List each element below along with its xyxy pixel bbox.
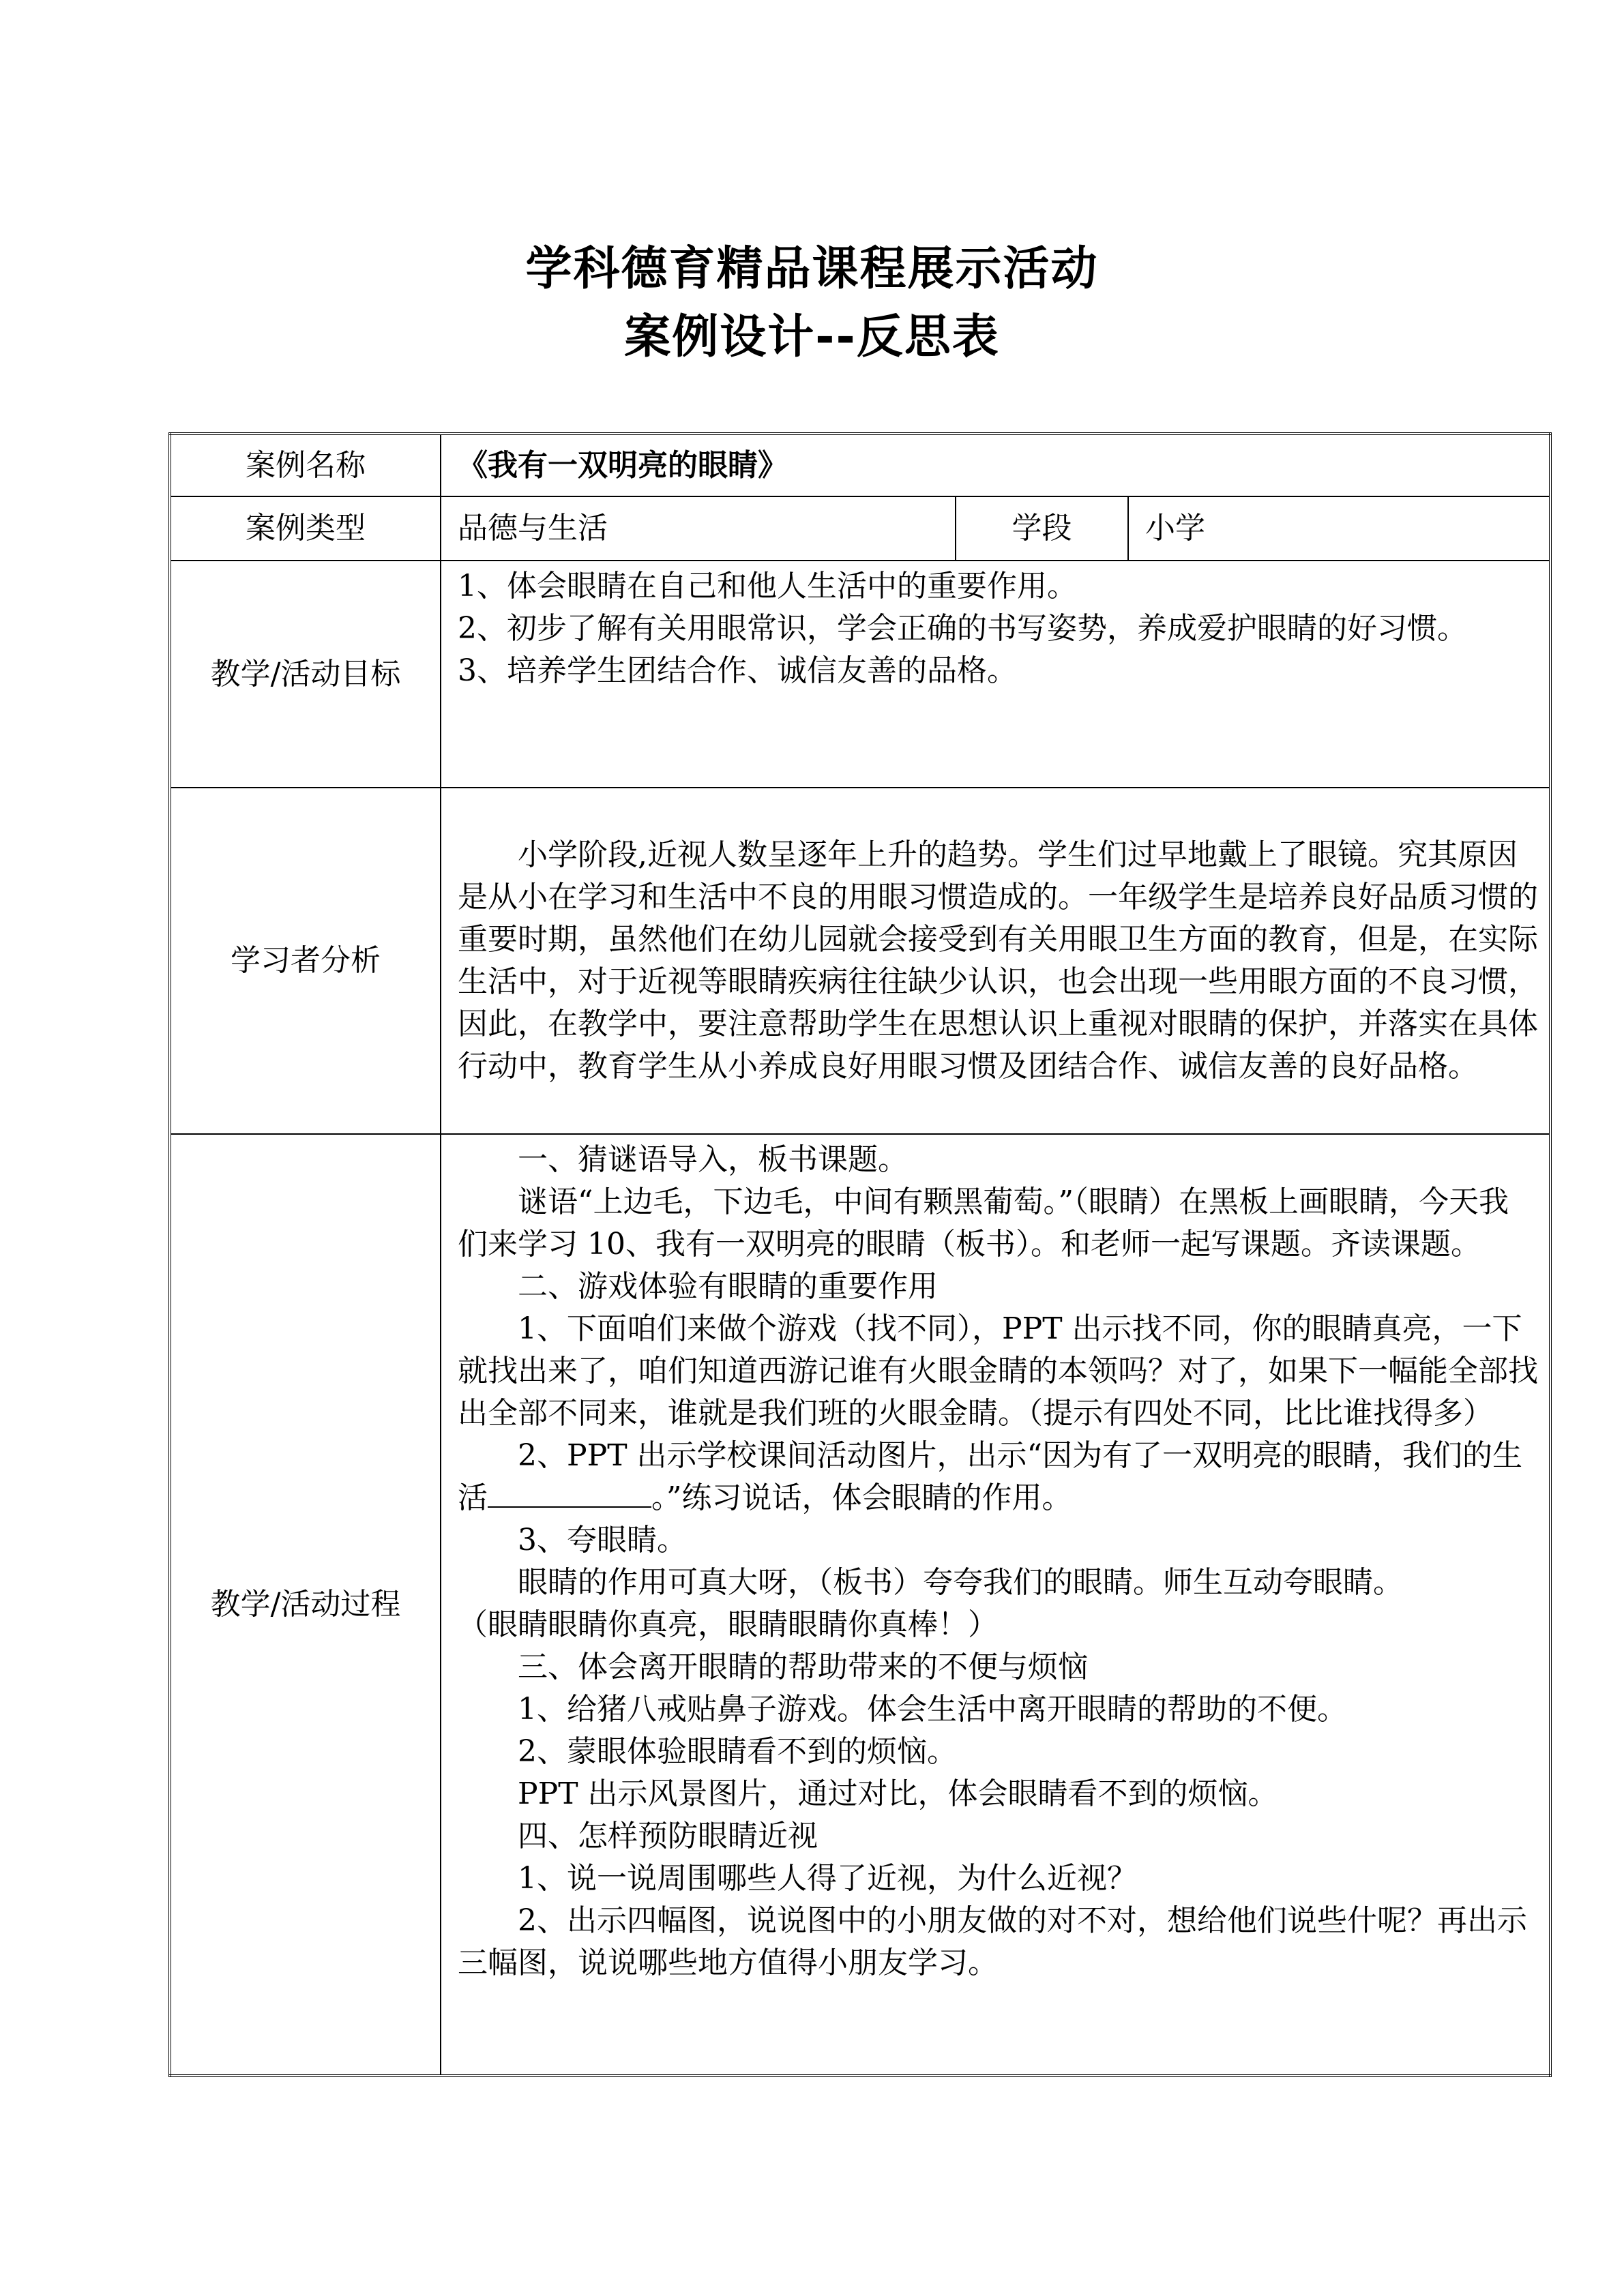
case-design-table	[168, 432, 1552, 2077]
process-heading: 四、怎样预防眼睛近视	[518, 1819, 818, 1853]
title-line-1: 学科德育精品课程展示活动	[525, 242, 1099, 296]
process-heading: 二、游戏体验有眼睛的重要作用	[518, 1269, 938, 1304]
process-heading: 三、体会离开眼睛的帮助带来的不便与烦恼	[518, 1650, 1088, 1684]
fill-in-blank	[488, 1479, 651, 1508]
row-learner-analysis	[170, 788, 1550, 1134]
process-content	[441, 1134, 1550, 2076]
process-paragraph: 2、蒙眼体验眼睛看不到的烦恼。	[518, 1734, 957, 1769]
title-line-2: 案例设计--反思表	[624, 310, 1000, 364]
process-paragraph	[458, 1435, 1538, 1519]
document-title	[0, 235, 1624, 372]
process-paragraph: 眼睛的作用可真大呀，（板书）夸夸我们的眼睛。师生互动夸眼睛。	[518, 1565, 1403, 1600]
process-paragraph: PPT 出示风景图片，通过对比，体会眼睛看不到的烦恼。	[518, 1776, 1278, 1811]
process-text: 。”练习说话，体会眼睛的作用。	[651, 1480, 1072, 1515]
row-goals	[170, 561, 1550, 788]
learner-analysis-text: 小学阶段,近视人数呈逐年上升的趋势。学生们过早地戴上了眼镜。究其原因是从小在学习和生活中不良的用眼习惯造成的。一年级学生是培养良好品质习惯的重要时期，虽然他们在幼儿园就会接受到有关用眼卫生方面的教育，但是，在实际生活中，对于近视等眼睛疾病往往缺少认识，也会出现一些用眼方面的不良习惯，因此，在教学中，要注意帮助学生在思想认识上重视对眼睛的保护，并落实在具体行动中，教育学生从小养成良好用眼习惯及团结合作、诚信友善的良好品格。	[458, 837, 1538, 1084]
row-process	[170, 1134, 1550, 2076]
learner-analysis-label: 学习者分析	[170, 788, 441, 1134]
process-paragraph: 1、说一说周围哪些人得了近视，为什么近视？	[518, 1861, 1137, 1896]
stage-label: 学段	[956, 496, 1128, 561]
process-paragraph: （眼睛眼睛你真亮，眼睛眼睛你真棒！）	[458, 1607, 998, 1642]
process-paragraph: 1、给猪八戒贴鼻子游戏。体会生活中离开眼睛的帮助的不便。	[518, 1692, 1347, 1727]
process-paragraph: 3、夸眼睛。	[518, 1523, 687, 1557]
process-label: 教学/活动过程	[170, 1134, 441, 2076]
row-case-name	[170, 434, 1550, 496]
stage-value: 小学	[1128, 496, 1550, 561]
case-name-value: 《我有一双明亮的眼睛》	[441, 434, 1550, 496]
goal-item: 3、培养学生团结合作、诚信友善的品格。	[458, 653, 1017, 688]
process-paragraph: 1、下面咱们来做个游戏（找不同），PPT 出示找不同，你的眼睛真亮，一下就找出来了，咱们知道西游记谁有火眼金睛的本领吗？对了，如果下一幅能全部找出全部不同来，谁就是我们班的火眼金睛。（提示有四处不同，比比谁找得多）	[458, 1311, 1538, 1431]
learner-analysis-content	[441, 788, 1550, 1134]
goal-item: 1、体会眼睛在自己和他人生活中的重要作用。	[458, 569, 1077, 603]
case-name-label: 案例名称	[170, 434, 441, 496]
goals-content	[441, 561, 1550, 788]
process-text: 2、PPT 出示学校课间活动图片，出示“因为有了一双明亮的眼睛，我们的生活	[458, 1438, 1523, 1515]
goal-item: 2、初步了解有关用眼常识，学会正确的书写姿势，养成爱护眼睛的好习惯。	[458, 611, 1467, 646]
process-paragraph: 2、出示四幅图，说说图中的小朋友做的对不对，想给他们说些什呢？再出示三幅图，说说哪些地方值得小朋友学习。	[458, 1903, 1527, 1980]
process-heading: 一、猜谜语导入，板书课题。	[518, 1142, 908, 1177]
goals-label: 教学/活动目标	[170, 561, 441, 788]
row-case-type	[170, 496, 1550, 561]
case-type-value: 品德与生活	[441, 496, 956, 561]
case-type-label: 案例类型	[170, 496, 441, 561]
process-paragraph: 谜语“上边毛，下边毛，中间有颗黑葡萄。”（眼睛）在黑板上画眼睛，今天我们来学习 10、我有一双明亮的眼睛（板书）。和老师一起写课题。齐读课题。	[458, 1184, 1509, 1262]
